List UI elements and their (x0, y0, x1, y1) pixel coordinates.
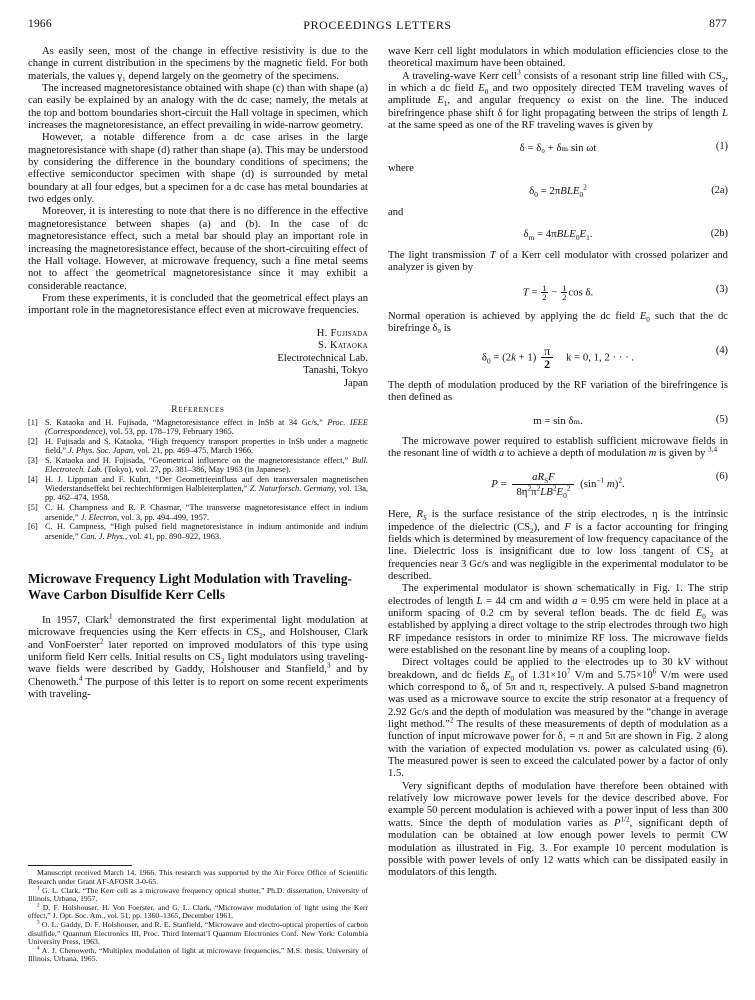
equation-4 (388, 345, 728, 371)
subscript: 2 (721, 75, 726, 84)
text-run: The experimental modulator is shown schematically in Fig. 1. The strip electrodes of length (388, 583, 728, 607)
subscript: 2 (259, 632, 263, 641)
text-run: ), and (533, 521, 565, 533)
paragraph: The increased magnetoresistance obtained with shape (c) than with shape (a) can easily be explained by an analogy with the dc case; namely, the metals at the top and bottom boundaries short-circuit the Hall voltage in specimen, which increases the magnetoresistance, an effect prevailing in wide-narrow geometry. (28, 83, 368, 132)
text-run: of 1.31×10 (514, 669, 567, 681)
equation-3 (388, 284, 728, 302)
math-var-a: a (572, 595, 578, 607)
footnote-ref-3: 3 (326, 661, 331, 670)
paragraph (388, 250, 728, 275)
references-heading: References (171, 404, 225, 415)
text-run: V/m were used which correspond to δ₀ of 5π and π, respectively. A pulsed (388, 669, 728, 694)
subscript: 0 (646, 316, 650, 325)
equation-number: (4) (715, 344, 728, 356)
two-column-body (28, 46, 731, 990)
math-var-S: S (649, 682, 655, 694)
reference-title: “High pulsed field magnetoresistance in indium antimonide and indium arsenide,” (45, 522, 369, 541)
subscript: 0 (510, 674, 515, 683)
paragraph: Moreover, it is interesting to note that there is no difference in the effective magnetoresistance between shapes (a) and (b). In the case of dc magnetoresistance effect, such a metal bar should play an important role in increasing the magnetoresistance effect, because of the short-circuiting effect of the Hall voltage. However, at microwave frequency, such a fine metal seems not to affect the geometrical magnetoresistance since it may exhibit a considerable reactance. (28, 206, 368, 292)
reference-authors: H. Fujisada and S. Kataoka, (45, 436, 148, 446)
text-run: , significant depth of modulation can be obtained at low enough power levels to permit CW modulation as illustrated in Fig. 3. For example 10 percent modulation is possible with power levels of only 12 watts which can be dissipated easily in modulators of this length. (388, 817, 728, 879)
subscript: 2 (530, 526, 534, 535)
footnote-ref-1: 1 (108, 612, 113, 621)
text-run: demonstrated the first experimental light modulation at microwave frequencies using the Kerr effects in CS (28, 614, 368, 639)
reference-marker: [6] (28, 522, 38, 532)
reference-item (28, 418, 368, 437)
equation-body: m = sin δₘ. (533, 414, 583, 427)
paragraph: From these experiments, it is concluded that the geometrical effect plays an important role in the magnetoresistance effect even at microwave frequencies. (28, 292, 368, 317)
article-title: Microwave Frequency Light Modulation with Traveling-Wave Carbon Disulfide Kerr Cells (28, 570, 353, 603)
equation-2b (388, 228, 728, 241)
text-run: such that the dc birefringe δ₀ is (388, 310, 729, 335)
equation-number: (5) (715, 413, 728, 425)
reference-item (28, 503, 368, 522)
author-city: Tanashi, Tokyo (303, 365, 368, 377)
paragraph (388, 436, 728, 461)
reference-authors: S. Kataoka and H. Fujisada, (45, 417, 153, 427)
math-var-L: L (476, 595, 483, 607)
text-run: later reported on improved modulators of this type using uniform field Kerr cells. Initial results on CS (28, 639, 368, 663)
footnote-marker: 2 (37, 902, 40, 909)
reference-item (28, 522, 368, 541)
text-run: Direct voltages could be applied to the electrodes up to 30 kV without breakdown, and dc fields (388, 657, 728, 681)
reference-source: Can. J. Phys., (80, 531, 130, 541)
article-first-paragraph (28, 612, 368, 701)
footnote-text: O. L. Gaddy, D. F. Holshouser, and R. E. Stanfield, “Microwave and electro-optical properties of carbon disulfide,” Quantum Electronics III, Proc. Third Internat’l Quantum Electronics Conf. New York: Columbia University Press, 1963. (28, 920, 369, 947)
paragraph: However, a notable difference from a dc case arises in the large magnetoresistance with shape (d) rather than shape (a). This may be understood by considering the difference in the boundary conditions of specimens; the effective semiconductor specimen with shape (d) is surrounded by metal boundary at all four edges, but a specimen for a dc case has metal boundaries at two edges only. (28, 132, 368, 206)
reference-marker: [2] (28, 436, 38, 446)
footnote-text: D. F. Holshouser, H. Von Foerster, and G. L. Clark, “Microwave modulation of light using the Kerr effect,” J. Opt. Soc. Am., vol. 51, pp. 1360–1365, December 1961. (28, 902, 368, 921)
reference-marker: [5] (28, 503, 38, 513)
equation-number: (3) (715, 283, 728, 295)
equation-6 (388, 471, 728, 501)
text-run: and by Chenoweth. (28, 664, 368, 688)
author-affiliation: Electrotechnical Lab. (277, 352, 368, 364)
exponent: 1/2 (620, 815, 630, 824)
paragraph: As easily seen, most of the change in effective resistivity is due to the change in current distribution in the specimens by the magnetic field. For both materials, the values γ₁ depend largely on the geometry of the specimens. (28, 46, 368, 82)
equation-5 (388, 414, 728, 427)
reference-source: Bull. Electrotech. Lab. (45, 455, 368, 475)
footnote-ref-2: 2 (449, 716, 454, 725)
equation-body: T = $\frac{1}{2}$ − $\frac{1}{2}$ cos δ. (522, 282, 594, 303)
reference-title: “Geometrical influence on the magnetoresistance effect,” (148, 455, 352, 465)
text-run: In 1957, Clark (42, 614, 109, 626)
reference-authors: C. H. Champness and R. P. Chasmar, (45, 503, 186, 513)
subscript: 0 (484, 88, 489, 97)
subscript: 1 (443, 100, 448, 109)
text-run: was established by applying a direct voltage to the strip electrodes through two high RF impedance resistors in order to minimize RF loss. The microwave fields were established on the resonant line by means of a coupling loop. (388, 607, 728, 656)
subscript: 0 (702, 613, 706, 622)
reference-title: “Magnetoresistance effect in InSb at 34 Gc/s,” (152, 417, 328, 427)
text-run: The results of these measurements of depth of modulation as a function of input microwave power for δ₁ = π and 5π are shown in Fig. 2 along with the variation of expected modulation vs. power as calculated using (6). The measured power is seen to exceed the calculated power by a factor of only 1.5. (388, 719, 729, 780)
reference-tail: vol. 53, pp. 178–179, February 1965. (109, 426, 234, 436)
footnote-rule (28, 865, 132, 866)
author-signature-block (28, 328, 368, 391)
equation-number: (1) (715, 141, 728, 153)
math-var-E1: E (437, 95, 444, 107)
text-run: at frequencies near 3 Gc/s and was negligible in the experimental modulator to be described. (388, 546, 729, 582)
math-var-E0: E (504, 669, 511, 681)
reference-source: J. Phys. Soc. Japan, (68, 445, 138, 455)
text-run: The light transmission (388, 250, 490, 262)
footnote-marker: 4 (37, 945, 40, 952)
text-run: The purpose of this letter is to report on some recent experiments with traveling- (28, 676, 368, 700)
left-column (28, 46, 368, 990)
reference-tail: (Tokyo), vol. 27, pp. 381–386, May 1963 (in Japanese). (104, 465, 291, 475)
reference-title: “The transverse magnetoresistance effect in indium arsenide,” (45, 503, 368, 522)
math-var-E0: E (478, 83, 485, 95)
author-name-2: S. Kataoka (317, 340, 368, 352)
reference-tail: vol. 21, pp. 469–475, March 1966. (137, 445, 254, 455)
reference-item (28, 437, 368, 456)
equation-body: $\delta_0 = (2k + 1)$ $\frac{\pi}{2}$ k = 0, 1, 2 · · · . (481, 343, 635, 372)
text-run: A traveling-wave Kerr cell (402, 70, 518, 82)
equation-k-values: k = 0, 1, 2 · · · . (565, 351, 635, 364)
footnote (28, 887, 368, 904)
text-run: to achieve a depth of modulation (504, 447, 649, 459)
running-head (28, 18, 727, 34)
math-var-L: L (722, 107, 728, 119)
math-var-F: F (564, 521, 571, 533)
exponent: 6 (652, 667, 657, 676)
paragraph (388, 583, 728, 657)
author-country: Japan (343, 377, 368, 389)
footnote-ref-4: 4 (78, 674, 83, 683)
text-run: = 0.95 cm were held in place at a uniform spacing of 0.2 cm by several teflon beads. The dc field (388, 595, 728, 619)
paragraph: wave Kerr cell light modulators in which modulation efficiencies close to the theoretical maximum have been obtained. (388, 46, 728, 70)
text-run: , in which a dc field (388, 70, 729, 95)
author-name-1: H. Fujisada (316, 327, 368, 339)
paragraph (388, 311, 728, 336)
footnote-ref-34: 3,4 (708, 445, 718, 454)
math-var-T: T (489, 250, 496, 262)
where-label: where (388, 163, 414, 175)
footnote-text: G. L. Clark, “The Kerr cell as a microwave frequency optical shutter,” Ph.D. dissertation, University of Illinois, Urbana, 1957. (28, 885, 368, 904)
reference-authors: S. Kataoka and H. Fujisada, (45, 455, 149, 465)
equation-2a (388, 182, 728, 199)
paragraph (28, 612, 368, 701)
reference-tail: vol. 3, pp. 494–499, 1957. (121, 512, 209, 522)
footnote-block (28, 865, 368, 964)
right-column (388, 46, 728, 990)
math-var-E0: E (695, 607, 703, 619)
folio-left: 1966 (28, 18, 52, 30)
footnote (28, 869, 368, 886)
reference-item (28, 456, 368, 475)
equation-number: (6) (715, 471, 728, 483)
paragraph: The depth of modulation produced by the RF variation of the birefringence is then defined as (388, 379, 728, 404)
equation-number: (2a) (711, 184, 728, 196)
running-head-title: PROCEEDINGS LETTERS (303, 18, 452, 32)
text-run: is the surface resistance of the strip electrodes, η is the intrinsic impedence of the dielectric (CS (388, 509, 728, 533)
text-run: The microwave power required to establish sufficient microwave fields in the resonant line of width (388, 435, 728, 459)
paragraph (388, 509, 728, 583)
subscript: 2 (709, 551, 714, 560)
equation-body: $\delta_m = 4\pi BLE_0E_1$. (523, 228, 593, 243)
reference-source: Proc. IEEE (Correspondence), (45, 417, 368, 436)
equation-1 (388, 141, 728, 154)
text-run: Here, (388, 509, 417, 521)
and-label: and (388, 206, 404, 218)
exponent: 7 (566, 667, 571, 676)
folio-right: 877 (709, 18, 727, 30)
reference-title: “Der Geometrieeinfluss auf den transversalen magnetischen Wiederstandseffekt bei rechtechförmigen Halbleiterplatten,” (45, 474, 368, 494)
text-run: at the same speed as one of the RF traveling waves is given by (388, 120, 654, 132)
text-run: Very significant depths of modulation have therefore been obtained with relatively low microwave power levels for the device described above. For example 50 percent modulation is achieved with a power input of less than 300 watts. Since the depth of modulation varies as (388, 780, 728, 829)
text-run: and two oppositely directed TEM traveling waves of amplitude (388, 83, 728, 107)
math-var-P: P (613, 817, 621, 829)
reference-title: “High frequency transport properties in InSb under a magnetic field,” (45, 436, 368, 455)
footnote (28, 904, 368, 921)
subscript: 2 (220, 657, 225, 666)
text-run: is a factor accounting for fringing fields which is determined by measurement of low frequency capacitance of the line. Dielectric loss is insignificant due to low loss tangent of CS (388, 521, 728, 558)
text-run: = 44 cm and width (482, 595, 573, 607)
text-run: , and angular frequency ω exist on the line. The induced birefringence phase shift δ for light propagating between the strips of length (388, 95, 728, 119)
text-run: -band magnetron was used as a microwave source to excite the strip resonator at a frequency of 2.92 Gc/s and the depth of modulation was measured by the “change in average light method.” (388, 682, 728, 731)
reference-marker: [4] (28, 474, 38, 484)
reference-source: Z. Naturforsch. Germany, (249, 484, 339, 494)
text-run: of a Kerr cell modulator with crossed polarizer and analyzer is given by (388, 250, 728, 274)
equation-body: $\delta_0 = 2\pi BLE_0^2$ (529, 182, 587, 199)
footnote-text: A. J. Chenoweth, “Multiplex modulation of light at microwave frequencies,” M.S. thesis, University of Illinois, Urbana, 1965. (28, 945, 368, 964)
text-run: Normal operation is achieved by applying the dc field (388, 310, 640, 322)
equation-number: (2b) (710, 228, 728, 240)
reference-list (28, 418, 368, 541)
footnote-marker: 3 (37, 919, 40, 926)
paragraph (388, 657, 728, 780)
reference-item (28, 475, 368, 503)
equation-body: δ = δ₀ + δₘ sin ωt (519, 142, 597, 155)
reference-authors: C. H. Campness, (45, 522, 111, 532)
math-var-m: m (648, 447, 657, 459)
footnote (28, 921, 368, 947)
footnote (28, 947, 368, 964)
footnote-ref-3: 3 (517, 68, 521, 77)
text-run: light modulators using traveling-wave fields were described by Gaddy, Holshouser and Stanfield, (28, 651, 368, 676)
text-run: is given by (656, 447, 706, 459)
paragraph (388, 781, 728, 880)
reference-authors: H. J. Lippman and F. Kuhrt, (45, 474, 156, 484)
reference-source: J. Electron, (80, 512, 122, 522)
footnote-ref-2: 2 (99, 637, 104, 646)
text-run: V/m and 5.75×10 (570, 669, 653, 681)
text-run: , and Holshouser, Clark and VonFoerster (28, 627, 368, 651)
math-var-E0: E (639, 310, 647, 322)
reference-tail: vol. 13a, pp. 462–474, 1958. (45, 484, 369, 503)
reference-marker: [3] (28, 455, 38, 465)
paragraph (388, 68, 729, 133)
math-var-a: a (498, 447, 505, 459)
equation-body: P = $aR_SF$ $8\eta^2\pi^2LB^2E_0^2$ ($\sin^{-1}$ m)$^2$. (491, 471, 625, 501)
footnote-text: Manuscript received March 14, 1966. This research was supported by the Air Force Office of Scientific Research under Grant AF-AFOSR 3-0-65. (28, 868, 368, 887)
footnote-marker: 1 (37, 885, 40, 892)
text-run: consists of a resonant strip line filled with CS (520, 70, 722, 82)
reference-tail: vol. 41, pp. 890–922, 1963. (129, 531, 222, 541)
math-var-Rs: $R_S$ (416, 509, 427, 523)
reference-marker: [1] (28, 417, 38, 427)
